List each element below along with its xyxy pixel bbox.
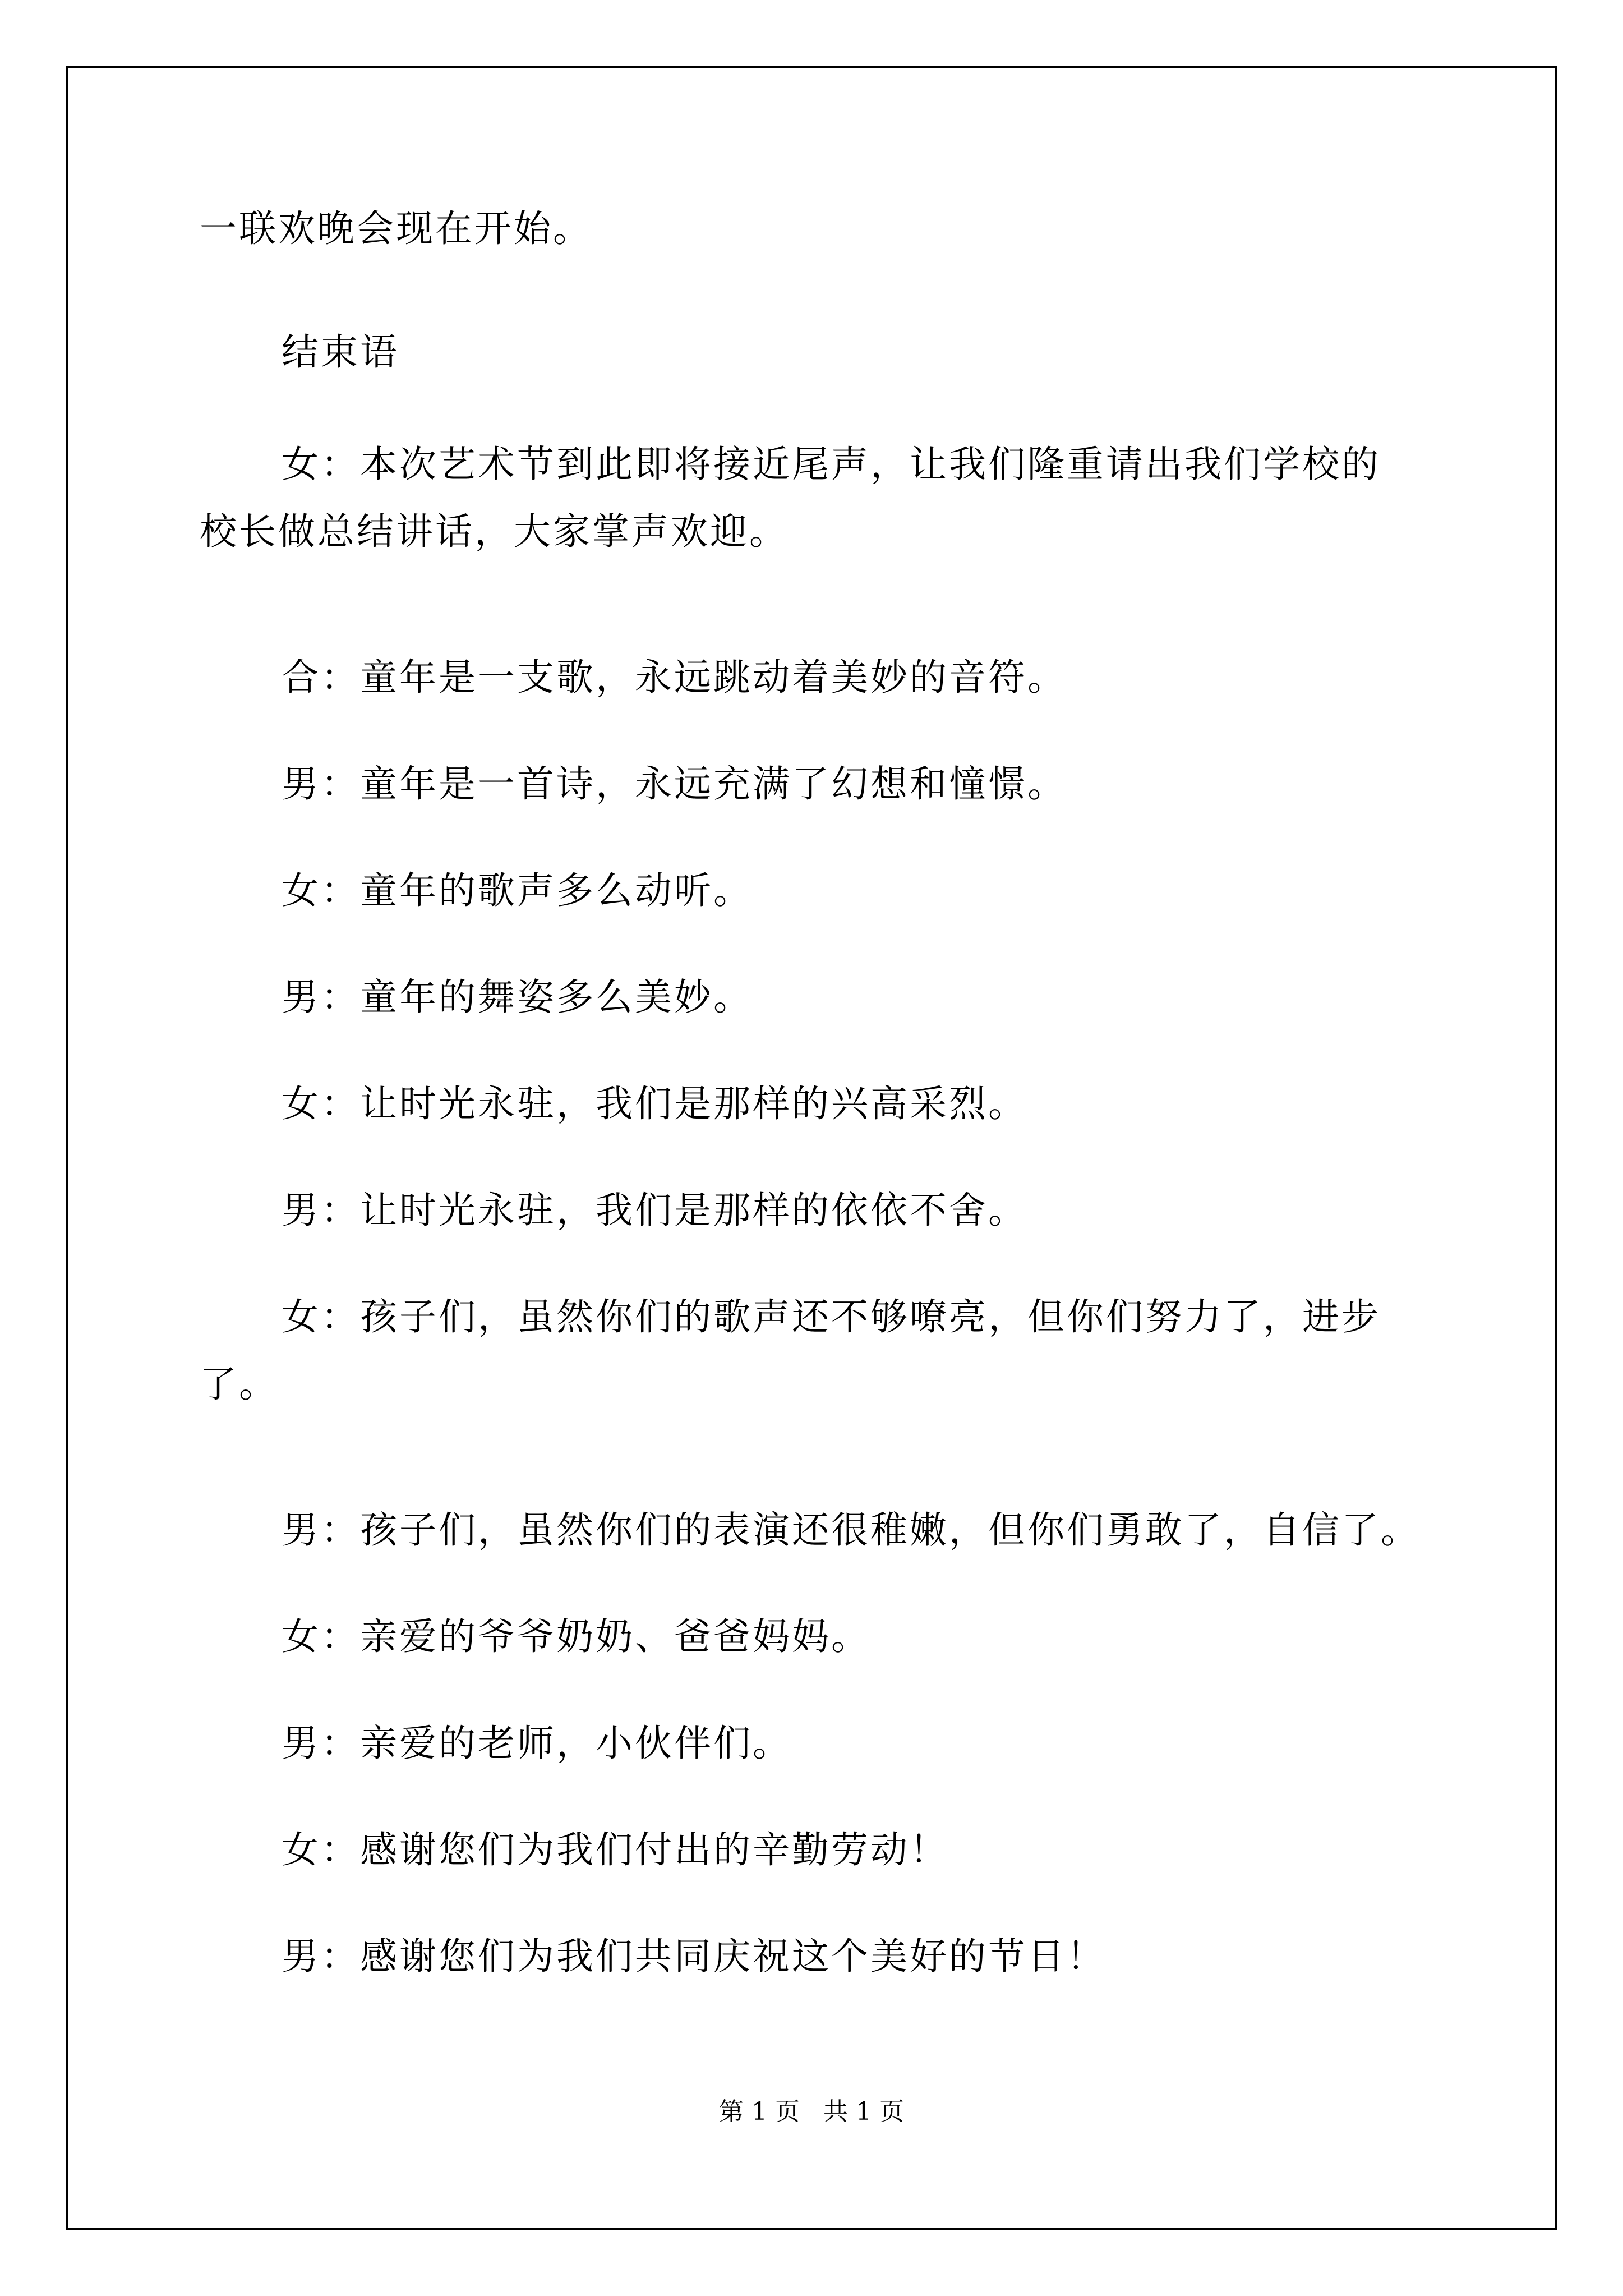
section-heading: 结束语 [282,330,399,374]
paragraph-line: 男：亲爱的老师，小伙伴们。 [282,1722,792,1765]
paragraph-line: 男：孩子们，虽然你们的表演还很稚嫩，但你们勇敢了，自信了。 [282,1508,1420,1552]
paragraph-line: 男：童年是一首诗，永远充满了幻想和憧憬。 [282,762,1067,806]
paragraph-line: 男：童年的舞姿多么美妙。 [282,976,753,1019]
paragraph-line: 合：童年是一支歌，永远跳动着美妙的音符。 [282,656,1067,699]
paragraph-line: 了。 [200,1363,278,1406]
page-footer: 第 1 页 共 1 页 [719,2097,904,2126]
paragraph-line: 女：童年的歌声多么动听。 [282,869,753,912]
paragraph-line: 女：让时光永驻，我们是那样的兴高采烈。 [282,1082,1027,1125]
paragraph-line: 女：感谢您们为我们付出的辛勤劳动！ [282,1828,949,1871]
paragraph-line: 男：让时光永驻，我们是那样的依依不舍。 [282,1189,1027,1232]
paragraph-line: 女：亲爱的爷爷奶奶、爸爸妈妈。 [282,1615,870,1658]
paragraph-line: 一联欢晚会现在开始。 [200,207,592,250]
paragraph-line: 女：本次艺术节到此即将接近尾声，让我们隆重请出我们学校的 [282,443,1381,486]
page-border [66,66,1557,2230]
paragraph-line: 男：感谢您们为我们共同庆祝这个美好的节日！ [282,1935,1106,1978]
paragraph-line: 校长做总结讲话，大家掌声欢迎。 [200,510,789,553]
paragraph-line: 女：孩子们，虽然你们的歌声还不够嘹亮，但你们努力了，进步 [282,1295,1381,1338]
